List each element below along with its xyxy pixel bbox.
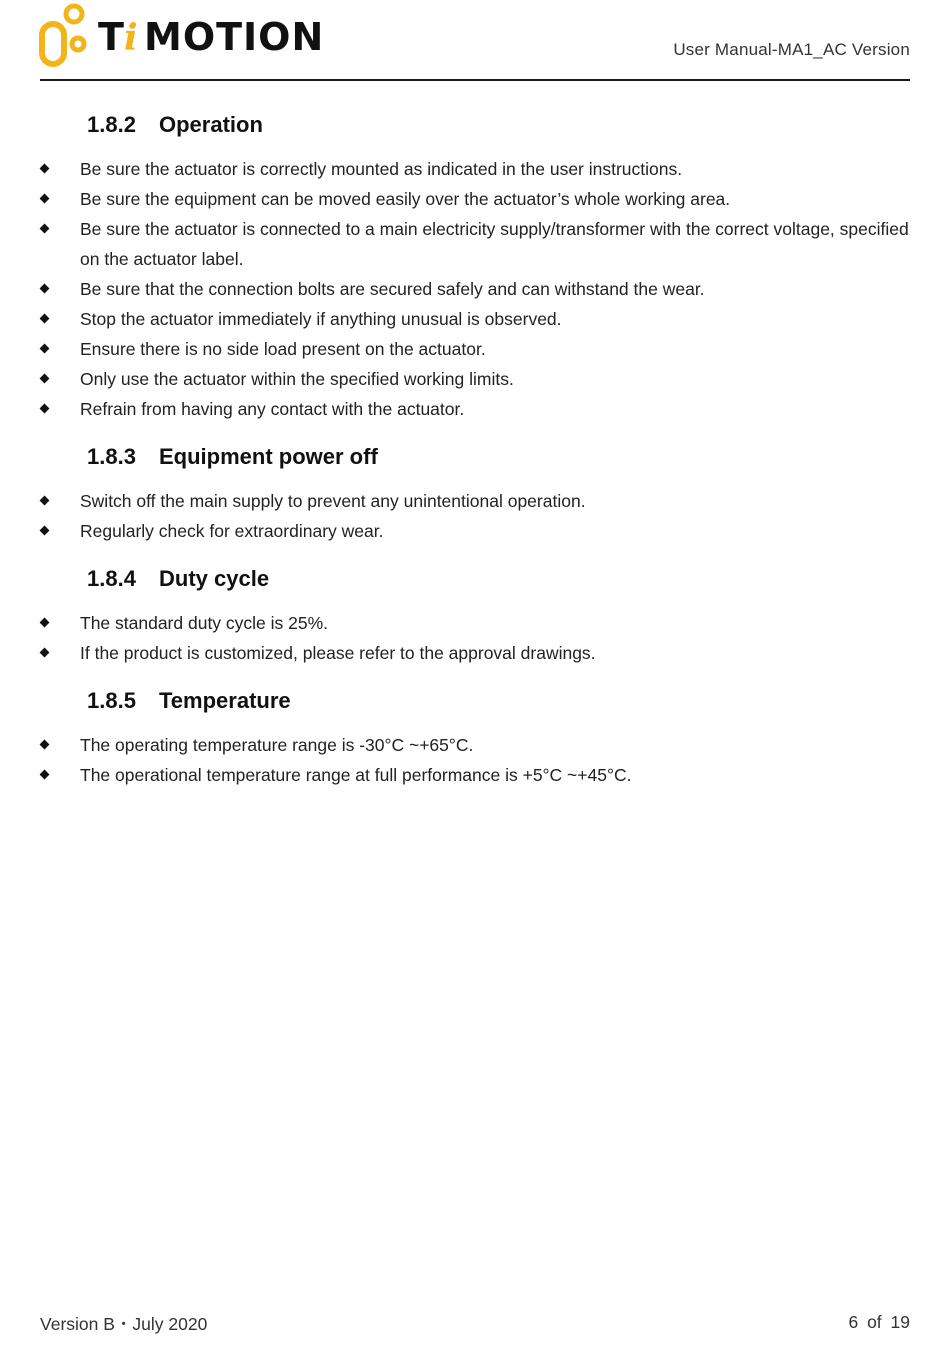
list-item-text: Be sure the actuator is correctly mounted as indicated in the user instructions. bbox=[80, 159, 683, 179]
list-item bbox=[40, 304, 910, 334]
list-item bbox=[40, 154, 910, 184]
document-body bbox=[40, 100, 910, 798]
diamond-bullet-icon bbox=[40, 224, 50, 234]
bullet-list bbox=[40, 730, 910, 790]
list-item-text: Switch off the main supply to prevent any unintentional operation. bbox=[80, 491, 586, 511]
section-number: 1.8.2 bbox=[87, 112, 136, 137]
list-item-text: Regularly check for extraordinary wear. bbox=[80, 521, 384, 541]
list-item-text: Refrain from having any contact with the actuator. bbox=[80, 399, 465, 419]
list-item-text: Be sure the actuator is connected to a main electricity supply/transformer with the correct voltage, specified on the actuator label. bbox=[80, 219, 909, 269]
diamond-bullet-icon bbox=[40, 374, 50, 384]
section-title: Duty cycle bbox=[159, 566, 270, 591]
list-item bbox=[40, 394, 910, 424]
list-item bbox=[40, 638, 910, 668]
list-item-text: The standard duty cycle is 25%. bbox=[80, 613, 329, 633]
diamond-bullet-icon bbox=[40, 344, 50, 354]
list-item bbox=[40, 184, 910, 214]
diamond-bullet-icon bbox=[40, 770, 50, 780]
diamond-bullet-icon bbox=[40, 618, 50, 628]
section-heading bbox=[40, 432, 910, 486]
diamond-bullet-icon bbox=[40, 526, 50, 536]
svg-text:MOTION: MOTION bbox=[144, 15, 325, 59]
footer-page-number: 6 of 19 bbox=[848, 1312, 910, 1332]
timotion-logo bbox=[40, 2, 325, 66]
list-item-text: The operating temperature range is -30°C ~+65°C. bbox=[80, 735, 474, 755]
list-item-text: Be sure that the connection bolts are secured safely and can withstand the wear. bbox=[80, 279, 705, 299]
section-number: 1.8.5 bbox=[87, 688, 136, 713]
list-item-text: Stop the actuator immediately if anything unusual is observed. bbox=[80, 309, 562, 329]
list-item bbox=[40, 730, 910, 760]
list-item-text: If the product is customized, please refer to the approval drawings. bbox=[80, 643, 596, 663]
footer-version: Version B・July 2020 bbox=[40, 1314, 208, 1334]
list-item bbox=[40, 364, 910, 394]
section-heading bbox=[40, 676, 910, 730]
list-item-text: Be sure the equipment can be moved easily over the actuator’s whole working area. bbox=[80, 189, 731, 209]
list-item bbox=[40, 760, 910, 790]
list-item-text: Ensure there is no side load present on the actuator. bbox=[80, 339, 486, 359]
diamond-bullet-icon bbox=[40, 284, 50, 294]
section-number: 1.8.4 bbox=[87, 566, 136, 591]
diamond-bullet-icon bbox=[40, 496, 50, 506]
bullet-list bbox=[40, 486, 910, 546]
document-title: User Manual-MA1_AC Version bbox=[673, 40, 910, 59]
diamond-bullet-icon bbox=[40, 314, 50, 324]
bullet-list bbox=[40, 608, 910, 668]
list-item-text: The operational temperature range at full performance is +5°C ~+45°C. bbox=[80, 765, 632, 785]
section-number: 1.8.3 bbox=[87, 444, 136, 469]
diamond-bullet-icon bbox=[40, 404, 50, 414]
svg-text:i: i bbox=[124, 17, 138, 59]
list-item bbox=[40, 486, 910, 516]
list-item bbox=[40, 516, 910, 546]
diamond-bullet-icon bbox=[40, 740, 50, 750]
section-heading bbox=[40, 100, 910, 154]
list-item bbox=[40, 214, 910, 274]
section-title: Temperature bbox=[159, 688, 291, 713]
list-item bbox=[40, 334, 910, 364]
section-title: Equipment power off bbox=[159, 444, 378, 469]
list-item-text: Only use the actuator within the specified working limits. bbox=[80, 369, 514, 389]
list-item bbox=[40, 274, 910, 304]
svg-text:T: T bbox=[98, 15, 125, 59]
section-title: Operation bbox=[159, 112, 263, 137]
diamond-bullet-icon bbox=[40, 194, 50, 204]
page-header bbox=[40, 0, 910, 81]
list-item bbox=[40, 608, 910, 638]
diamond-bullet-icon bbox=[40, 648, 50, 658]
diamond-bullet-icon bbox=[40, 164, 50, 174]
bullet-list bbox=[40, 154, 910, 424]
section-heading bbox=[40, 554, 910, 608]
